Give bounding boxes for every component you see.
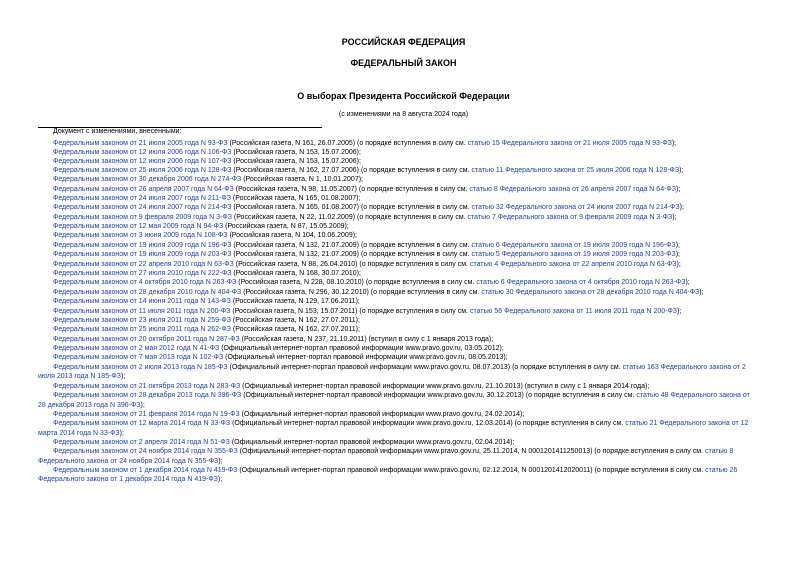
law-link[interactable]: Федеральным законом от 24 июля 2007 года N 211-ФЗ [53,195,231,202]
amendment-text: (Российская газета, N 237, 21.10.2011) (вступил в силу с 1 января 2013 года); [239,336,494,343]
amendment-text: ); [675,186,681,193]
law-link[interactable]: Федеральным законом от 19 июля 2009 года N 203-ФЗ [53,251,232,258]
amendment-line [38,457,223,466]
amendment-text: (Российская газета, N 165, 01.08.2007) (о порядке вступления в силу см. [231,204,472,211]
amendment-text: (Российская газета, N 296, 30.12.2010) (о порядке вступления в силу см. [241,289,482,296]
amendment-line [53,466,737,475]
amendment-text: (Официальный интернет-портал правовой информации www.pravo.gov.ru, 21.10.2013) (вступил в силу с 1 января 2014 года); [240,383,650,390]
amendment-line [53,185,680,194]
amendment-text: (Официальный интернет-портал правовой информации www.pravo.gov.ru, 08.05.2013); [223,354,508,361]
law-link[interactable]: Федеральным законом от 25 июля 2011 года N 262-ФЗ [53,326,231,333]
amendment-text: ); [679,167,684,174]
amendment-text: (Российская газета, N 162, 27.07.2011); [230,326,360,333]
law-link[interactable]: статью 48 Федерального закона от [636,392,750,399]
amendment-text: ); [671,140,677,147]
amendment-text: ); [218,458,223,465]
law-link[interactable]: Федеральным законом от 26 апреля 2007 года N 64-ФЗ [53,186,234,193]
amendment-text: (Официальный интернет-портал правовой информации www.pravo.gov.ru, 12.03.2014) (о порядке вступления в силу см. [230,420,626,427]
amendment-text: (Российская газета, N 87, 15.05.2009); [223,223,349,230]
law-link[interactable]: Федеральным законом от 22 апреля 2010 года N 63-ФЗ [53,261,234,268]
amendment-line [53,438,514,447]
law-link[interactable]: статью 8 [704,448,734,455]
amendment-text: ); [119,430,124,437]
amendment-line [53,382,649,391]
law-link[interactable]: Федеральным законом от 3 июня 2009 года N 108-ФЗ [53,232,228,239]
amendment-line [53,222,349,231]
amendment-line [53,325,360,334]
law-link[interactable]: Федеральным законом от 19 июля 2009 года N 196-ФЗ [53,242,232,249]
law-link[interactable]: статью 21 Федерального закона от 12 [625,420,749,427]
amendment-line [53,139,676,148]
amendment-line [53,231,357,240]
document-title: О выборах Президента Российской Федерации [297,91,510,101]
amendment-text: (Российская газета, N 98, 11.05.2007) (о порядке вступления в силу см. [233,186,470,193]
amendment-text: (Официальный интернет-портал правовой информации www.pravo.gov.ru, 24.02.2014); [239,411,525,418]
amendment-text: ); [675,251,680,258]
law-link[interactable]: Федеральным законом от 30 декабря 2006 года N 274-ФЗ [53,176,242,183]
law-link[interactable]: Федеральным законом от 20 октября 2011 года N 287-ФЗ [53,336,240,343]
law-link[interactable]: Федеральным законом от 24 июля 2007 года N 214-ФЗ [53,204,232,211]
amendment-line [53,175,363,184]
amendment-line [53,213,677,222]
law-link[interactable]: статью 5 Федерального закона от 19 июля 2009 года N 203-ФЗ [471,251,676,258]
law-link[interactable]: статью 26 [705,467,738,474]
amendment-text: (Российская газета, N 168, 30.07.2010); [231,270,361,277]
law-link[interactable]: Федеральным законом от 25 июля 2006 года N 128-ФЗ [53,167,232,174]
amendment-line [53,353,508,362]
law-link[interactable]: статью 6 Федерального закона от 19 июля 2009 года N 196-ФЗ [471,242,676,249]
law-link[interactable]: Федеральным законом от 2 июля 2013 года N 185-ФЗ [53,364,228,371]
law-link[interactable]: 28 декабря 2013 года N 396-ФЗ [38,402,141,409]
law-link[interactable]: статью 8 Федерального закона от 26 апреля 2007 года N 64-ФЗ [469,186,676,193]
law-link[interactable]: статью 11 Федерального закона от 25 июля 2006 года N 128-ФЗ [471,167,680,174]
law-link[interactable]: статью 32 Федерального закона от 24 июля 2007 года N 214-ФЗ [471,204,680,211]
law-link[interactable]: Федеральным законом от 1 декабря 2014 года N 419-ФЗ [53,467,238,474]
amendment-line [53,316,360,325]
amendment-text: ); [675,242,680,249]
law-link[interactable]: Федеральным законом от 21 октября 2013 года N 283-ФЗ [53,383,241,390]
amendment-text: ); [699,289,704,296]
amendment-text: (Российская газета, N 153, 15.07.2006); [231,158,361,165]
amendment-text: (Российская газета, N 132, 21.07.2009) (о порядке вступления в силу см. [231,251,472,258]
amendment-text: (Российская газета, N 162, 27.07.2006) (о порядке вступления в силу см. [231,167,472,174]
amendment-line [53,363,746,372]
amendment-line [53,297,360,306]
law-link[interactable]: Федерального закона от 1 декабря 2014 года N 419-ФЗ [38,476,218,483]
amendment-line [53,447,733,456]
law-link[interactable]: Федеральным законом от 21 июля 2005 года N 93-ФЗ [53,140,228,147]
amendment-text: (Официальный интернет-портал правовой информации www.pravo.gov.ru, 25.11.2014, N 0001201411250013) (о порядке вступления в силу см. [237,448,705,455]
amendment-line [53,410,524,419]
law-link[interactable]: Федеральным законом от 28 декабря 2013 года N 396-ФЗ [53,392,242,399]
law-link[interactable]: Федеральным законом от 11 июля 2011 года N 200-ФЗ [53,308,231,315]
amendment-text: ); [677,308,682,315]
amendment-line [53,166,683,175]
amendment-text: (Российская газета, N 165, 01.08.2007); [230,195,361,202]
amendment-line [38,429,124,438]
amendments-intro: Документ с изменениями, внесенными: [53,128,182,135]
amendment-line [53,203,684,212]
amendment-line [53,260,681,269]
amendment-line [53,344,504,353]
amendment-line [38,475,222,484]
law-link[interactable]: марта 2014 года N 33-ФЗ [38,430,120,437]
amendment-text: (Российская газета, N 162, 27.07.2011); [230,317,360,324]
law-link[interactable]: Федеральным законом от 2 апреля 2014 года N 51-ФЗ [53,439,230,446]
law-link[interactable]: Федеральным законом от 27 июля 2010 года N 222-ФЗ [53,270,232,277]
law-link[interactable]: Федеральным законом от 12 марта 2014 года N 33-ФЗ [53,420,231,427]
amendment-text: (Российская газета, N 1, 10.01.2007); [241,176,363,183]
law-link[interactable]: Федеральным законом от 23 июля 2011 года N 259-ФЗ [53,317,231,324]
law-link[interactable]: Федеральным законом от 28 декабря 2010 года N 404-ФЗ [53,289,242,296]
amendment-text: (Официальный интернет-портал правовой информации www.pravo.gov.ru, 03.05.2012); [219,345,504,352]
law-link[interactable]: Федерального закона от 24 ноября 2014 года N 355-ФЗ [38,458,219,465]
law-link[interactable]: Федеральным законом от 21 февраля 2014 года N 19-ФЗ [53,411,240,418]
amendment-line [53,307,681,316]
law-link[interactable]: Федеральным законом от 9 февраля 2009 года N 3-ФЗ [53,214,232,221]
law-link[interactable]: статью 6 Федерального закона от 4 октября 2010 года N 263-ФЗ [476,279,686,286]
amendment-line [53,335,493,344]
amendment-line [53,269,361,278]
law-link[interactable]: Федеральным законом от 12 мая 2009 года N 94-ФЗ [53,223,224,230]
amendment-text: ); [120,373,126,380]
law-link[interactable]: Федеральным законом от 12 июля 2006 года N 106-ФЗ [53,149,232,156]
law-link[interactable]: статью 56 Федерального закона от 11 июля 2011 года N 200-ФЗ [469,308,678,315]
amendment-text: ); [672,214,677,221]
amendment-text: ); [217,476,223,483]
amendment-text: ); [676,261,681,268]
amendment-line [53,157,361,166]
law-link[interactable]: Федеральным законом от 14 июня 2011 года N 143-ФЗ [53,298,231,305]
amendment-line [53,391,750,400]
amendment-text: (Российская газета, N 132, 21.07.2009) (о порядке вступления в силу см. [231,242,472,249]
law-link[interactable]: Федеральным законом от 12 июля 2006 года N 107-ФЗ [53,158,232,165]
law-link[interactable]: Федеральным законом от 4 октября 2010 года N 263-ФЗ [53,279,237,286]
edition-note: (с изменениями на 8 августа 2024 года) [338,111,469,118]
law-link[interactable]: статью 15 Федерального закона от 21 июля 2005 года N 93-ФЗ [467,140,672,147]
amendment-line [53,148,361,157]
amendment-line [38,372,125,381]
heading-law-type: ФЕДЕРАЛЬНЫЙ ЗАКОН [350,58,457,68]
amendment-text: (Российская газета, N 88, 26.04.2010) (о порядке вступления в силу см. [233,261,470,268]
amendment-line [53,241,680,250]
amendment-line [53,288,704,297]
amendment-text: (Официальный интернет-портал правовой информации www.pravo.gov.ru, 02.04.2014); [229,439,515,446]
amendment-line [38,401,145,410]
amendment-text: (Официальный интернет-портал правовой информации www.pravo.gov.ru, 30.12.2013) (о порядке вступления в силу см. [241,392,637,399]
amendment-text: (Российская газета, N 153, 15.07.2011) (о порядке вступления в силу см. [230,308,470,315]
amendment-text: ); [679,204,684,211]
heading-federation: РОССИЙСКАЯ ФЕДЕРАЦИЯ [341,37,466,47]
amendment-text: ); [685,279,690,286]
amendment-line [53,419,748,428]
amendment-text: (Российская газета, N 104, 10.06.2009); [227,232,357,239]
amendment-text: (Официальный интернет-портал правовой информации www.pravo.gov.ru, 08.07.2013) (о порядке вступления в силу см. [227,364,623,371]
law-link[interactable]: Федеральным законом от 7 мая 2013 года N 102-ФЗ [53,354,224,361]
amendment-text: ); [140,402,145,409]
law-link[interactable]: статью 7 Федерального закона от 9 февраля 2009 года N 3-ФЗ [467,214,673,221]
amendment-line [53,278,690,287]
amendment-line [53,194,360,203]
law-link[interactable]: статью 30 Федерального закона от 28 декабря 2010 года N 404-ФЗ [481,289,700,296]
law-link[interactable]: Федеральным законом от 24 ноября 2014 года N 355-ФЗ [53,448,238,455]
amendment-line [53,250,680,259]
law-link[interactable]: статью 163 Федерального закона от 2 [622,364,746,371]
amendment-text: (Российская газета, N 161, 26.07.2005) (о порядке вступления в силу см. [227,140,468,147]
amendment-text: (Российская газета, N 228, 08.10.2010) (о порядке вступления в силу см. [236,279,477,286]
law-link[interactable]: Федеральным законом от 2 мая 2012 года N 41-ФЗ [53,345,220,352]
amendment-text: (Российская газета, N 153, 15.07.2006); [231,149,361,156]
amendment-text: (Официальный интернет-портал правовой информации www.pravo.gov.ru, 02.12.2014, N 0001201412020011) (о порядке вступления в силу см. [237,467,706,474]
amendment-text: (Российская газета, N 129, 17.06.2011); [230,298,360,305]
amendment-text: (Российская газета, N 22, 11.02.2009) (о порядке вступления в силу см. [231,214,468,221]
law-link[interactable]: статью 4 Федерального закона от 22 апреля 2010 года N 63-ФЗ [469,261,677,268]
law-link[interactable]: июля 2013 года N 185-ФЗ [38,373,121,380]
